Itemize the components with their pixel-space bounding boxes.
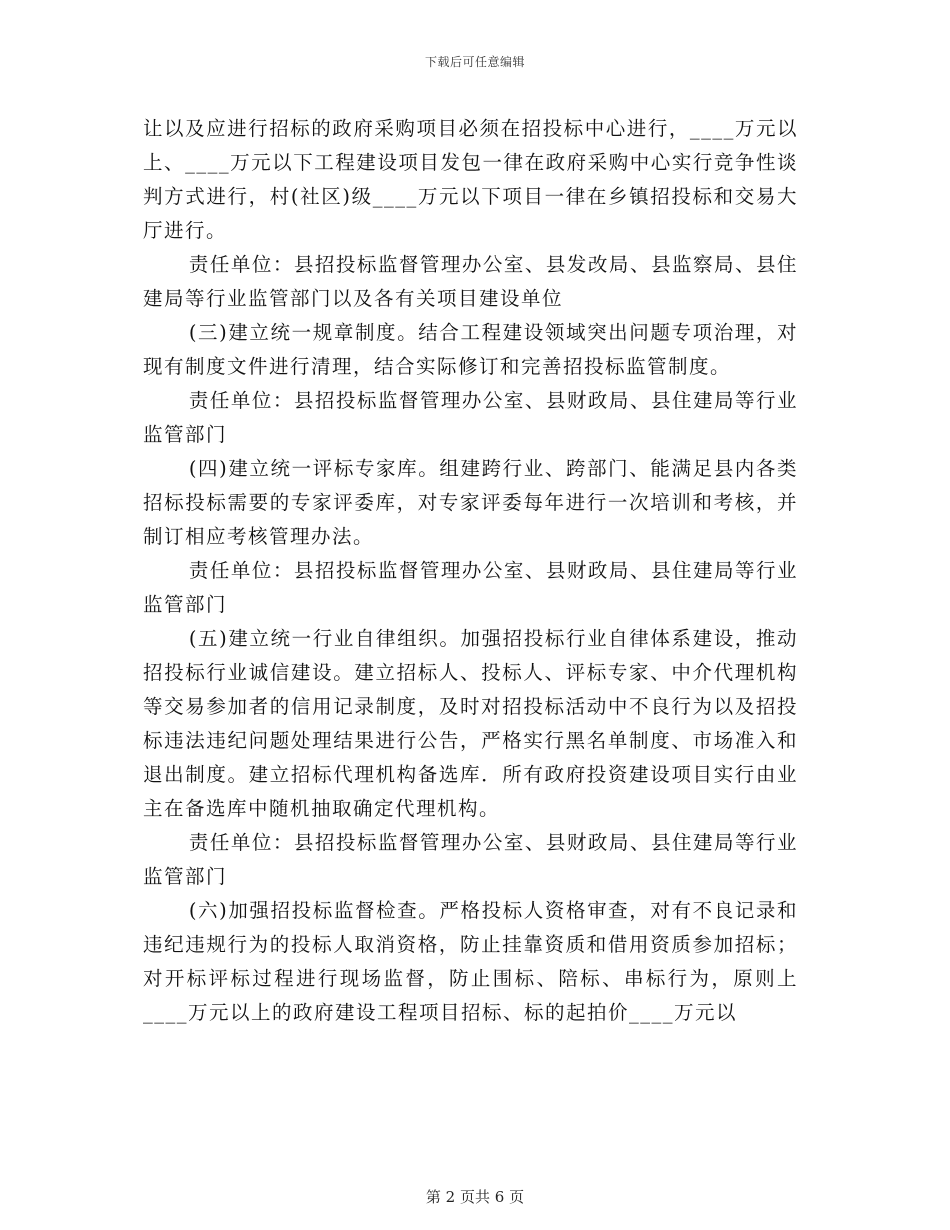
paragraph-1: 让以及应进行招标的政府采购项目必须在招投标中心进行，____万元以上、____万元以下工程建设项目发包一律在政府采购中心实行竞争性谈判方式进行，村(社区)级____万元以下项目一律在乡镇招投标和交易大厅进行。 xyxy=(143,117,798,242)
paragraph-3: (三)建立统一规章制度。结合工程建设领域突出问题专项治理，对现有制度文件进行清理，结合实际修订和完善招投标监管制度。 xyxy=(143,321,798,378)
paragraph-8: 责任单位：县招投标监督管理办公室、县财政局、县住建局等行业监管部门 xyxy=(143,831,798,888)
paragraph-6: 责任单位：县招投标监督管理办公室、县财政局、县住建局等行业监管部门 xyxy=(143,559,798,616)
paragraph-7: (五)建立统一行业自律组织。加强招投标行业自律体系建设，推动招投标行业诚信建设。建立招标人、投标人、评标专家、中介代理机构等交易参加者的信用记录制度，及时对招投标活动中不良行为以及招投标违法违纪问题处理结果进行公告，严格实行黑名单制度、市场准入和退出制度。建立招标代理机构备选库．所有政府投资建设项目实行由业主在备选库中随机抽取确定代理机构。 xyxy=(143,627,798,820)
paragraph-4: 责任单位：县招投标监督管理办公室、县财政局、县住建局等行业监管部门 xyxy=(143,389,798,446)
page-number-footer: 第 2 页共 6 页 xyxy=(425,1188,525,1206)
document-body xyxy=(143,112,798,1030)
paragraph-2: 责任单位：县招投标监督管理办公室、县发改局、县监察局、县住建局等行业监管部门以及各有关项目建设单位 xyxy=(143,253,798,310)
paragraph-9: (六)加强招投标监督检查。严格投标人资格审查，对有不良记录和违纪违规行为的投标人取消资格，防止挂靠资质和借用资质参加招标；对开标评标过程进行现场监督，防止围标、陪标、串标行为，原则上____万元以上的政府建设工程项目招标、标的起拍价____万元以 xyxy=(143,899,798,1024)
paragraph-5: (四)建立统一评标专家库。组建跨行业、跨部门、能满足县内各类招标投标需要的专家评委库，对专家评委每年进行一次培训和考核，并制订相应考核管理办法。 xyxy=(143,457,798,548)
page-header: 下载后可任意编辑 xyxy=(424,55,525,69)
